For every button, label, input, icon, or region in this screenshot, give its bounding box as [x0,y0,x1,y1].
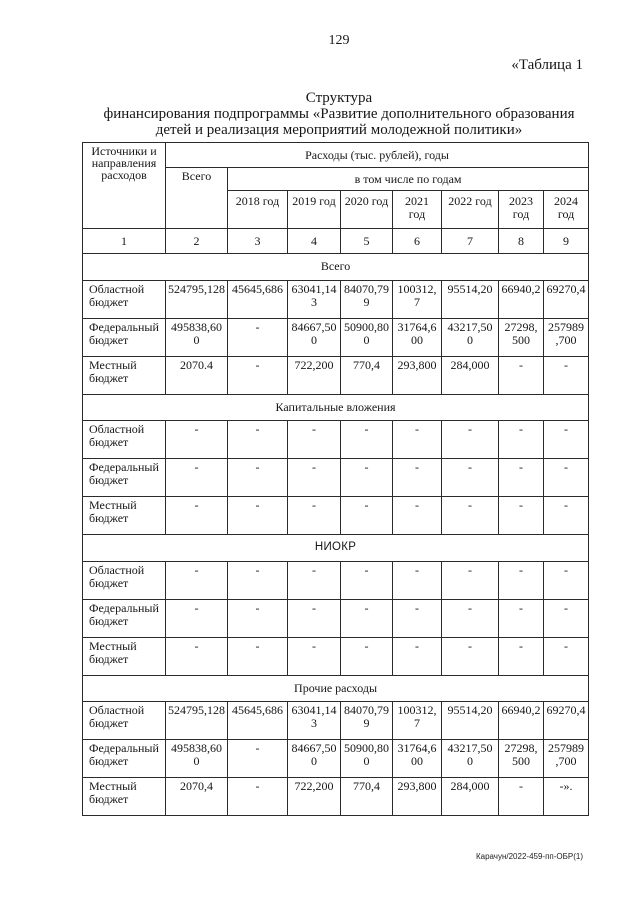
column-number: 4 [288,229,341,254]
row-label: Местный бюджет [83,778,166,816]
table-cell: - [442,561,499,599]
table-cell: 770,4 [341,356,393,394]
table-cell: 293,800 [393,778,442,816]
table-row [83,421,589,459]
table-cell: - [499,421,544,459]
table-cell: - [228,599,288,637]
table-cell: - [288,599,341,637]
table-cell: 45645,686 [228,280,288,318]
table-cell: 84667,50 0 [288,318,341,356]
table-cell: 2070.4 [166,356,228,394]
table-cell: 293,800 [393,356,442,394]
table-cell: 257989 ,700 [544,740,589,778]
table-cell: 95514,20 [442,280,499,318]
table-cell: - [393,599,442,637]
table-cell: 66940,2 [499,280,544,318]
table-cell: 524795,128 [166,280,228,318]
table-cell: - [393,637,442,675]
table-cell: 27298, 500 [499,740,544,778]
table-cell: 31764,6 00 [393,318,442,356]
section-row [83,254,589,281]
table-cell: - [228,561,288,599]
row-label: Федеральный бюджет [83,459,166,497]
column-number: 7 [442,229,499,254]
table-cell: - [544,561,589,599]
table-row [83,459,589,497]
table-cell: - [442,599,499,637]
table-cell: - [393,421,442,459]
header-year: 2018 год [228,191,288,229]
table-cell: 770,4 [341,778,393,816]
table-cell: 63041,14 3 [288,280,341,318]
table-cell: - [288,459,341,497]
section-title: НИОКР [83,535,589,562]
header-row [83,143,589,168]
section-row [83,535,589,562]
header-sources: Источники и направления расходов [83,143,166,229]
table-cell: 50900,80 0 [341,740,393,778]
table-cell: - [228,637,288,675]
section-title: Капитальные вложения [83,394,589,421]
table-cell: 84070,79 9 [341,702,393,740]
row-label: Федеральный бюджет [83,740,166,778]
section-title: Прочие расходы [83,675,589,702]
table-cell: - [341,497,393,535]
table-row [83,637,589,675]
table-cell: - [442,421,499,459]
footer-document-code: Карачун/2022-459-пп-ОБР(1) [475,852,583,861]
table-cell: 495838,60 0 [166,740,228,778]
table-cell: - [166,497,228,535]
table-row [83,561,589,599]
table-row [83,599,589,637]
header-by-years: в том числе по годам [228,168,589,191]
table-cell: 95514,20 [442,702,499,740]
table-cell: - [544,356,589,394]
table-cell: 257989 ,700 [544,318,589,356]
table-cell: - [166,599,228,637]
table-cell: 100312, 7 [393,280,442,318]
table-cell: 50900,80 0 [341,318,393,356]
row-label: Областной бюджет [83,561,166,599]
table-cell: 524795,128 [166,702,228,740]
table-row [83,356,589,394]
table-cell: 43217,50 0 [442,318,499,356]
column-number: 3 [228,229,288,254]
table-cell: - [166,421,228,459]
column-number: 6 [393,229,442,254]
row-label: Федеральный бюджет [83,318,166,356]
table-row [83,702,589,740]
table-cell: - [341,421,393,459]
table-cell: - [499,637,544,675]
header-year: 2021 год [393,191,442,229]
table-cell: - [393,561,442,599]
table-cell: - [544,459,589,497]
page-number: 129 [328,33,350,48]
table-row [83,778,589,816]
header-year: 2023 год [499,191,544,229]
table-cell: - [499,561,544,599]
table-cell: - [341,459,393,497]
row-label: Областной бюджет [83,280,166,318]
table-cell: - [442,637,499,675]
financing-structure-table [82,142,589,816]
table-cell: 100312, 7 [393,702,442,740]
table-cell: 31764,6 00 [393,740,442,778]
header-year: 2022 год [442,191,499,229]
table-row [83,497,589,535]
table-cell: - [341,599,393,637]
column-numbers-row [83,229,589,254]
table-cell: 722,200 [288,356,341,394]
table-cell: - [228,318,288,356]
table-cell: 84667,50 0 [288,740,341,778]
table-cell: - [288,561,341,599]
row-label: Областной бюджет [83,702,166,740]
table-cell: - [228,778,288,816]
table-cell: 495838,60 0 [166,318,228,356]
table-cell: - [288,637,341,675]
table-cell: 66940,2 [499,702,544,740]
title-line-1: Структура [305,90,373,106]
table-cell: 43217,50 0 [442,740,499,778]
header-year: 2020 год [341,191,393,229]
table-cell: 27298, 500 [499,318,544,356]
table-cell: - [166,561,228,599]
table-cell: - [499,599,544,637]
table-cell: - [544,637,589,675]
table-cell: 284,000 [442,356,499,394]
column-number: 2 [166,229,228,254]
table-cell: 45645,686 [228,702,288,740]
row-label: Местный бюджет [83,356,166,394]
table-cell: 69270,4 [544,280,589,318]
row-label: Федеральный бюджет [83,599,166,637]
title-line-2: финансирования подпрограммы «Развитие дополнительного образования [103,106,575,122]
table-cell: - [288,421,341,459]
column-number: 9 [544,229,589,254]
table-cell: - [393,497,442,535]
section-row [83,675,589,702]
table-cell: - [228,459,288,497]
table-cell: -». [544,778,589,816]
table-cell: - [499,356,544,394]
column-number: 1 [83,229,166,254]
table-cell: 2070,4 [166,778,228,816]
row-label: Областной бюджет [83,421,166,459]
table-cell: - [228,356,288,394]
document-title [82,90,596,138]
table-cell: - [442,459,499,497]
table-cell: - [228,421,288,459]
section-title: Всего [83,254,589,281]
table-cell: - [544,421,589,459]
header-year: 2024 год [544,191,589,229]
column-number: 5 [341,229,393,254]
table-cell: - [499,497,544,535]
table-row [83,318,589,356]
table-cell: - [228,740,288,778]
table-label: «Таблица 1 [511,57,583,73]
table-cell: - [499,778,544,816]
table-cell: - [341,561,393,599]
table-cell: - [393,459,442,497]
table-cell: 69270,4 [544,702,589,740]
row-label: Местный бюджет [83,637,166,675]
column-number: 8 [499,229,544,254]
table-cell: - [544,599,589,637]
table-cell: - [442,497,499,535]
table-cell: - [341,637,393,675]
header-expenses: Расходы (тыс. рублей), годы [166,143,589,168]
header-year: 2019 год [288,191,341,229]
table-row [83,740,589,778]
table-cell: - [166,637,228,675]
table-cell: - [228,497,288,535]
title-line-3: детей и реализация мероприятий молодежной политики» [155,122,523,138]
table-row [83,280,589,318]
table-cell: 284,000 [442,778,499,816]
table-cell: 63041,14 3 [288,702,341,740]
table-cell: - [544,497,589,535]
table-cell: - [499,459,544,497]
table-cell: 722,200 [288,778,341,816]
header-total: Всего [166,168,228,229]
section-row [83,394,589,421]
table-cell: - [166,459,228,497]
table-cell: - [288,497,341,535]
row-label: Местный бюджет [83,497,166,535]
table-cell: 84070,79 9 [341,280,393,318]
